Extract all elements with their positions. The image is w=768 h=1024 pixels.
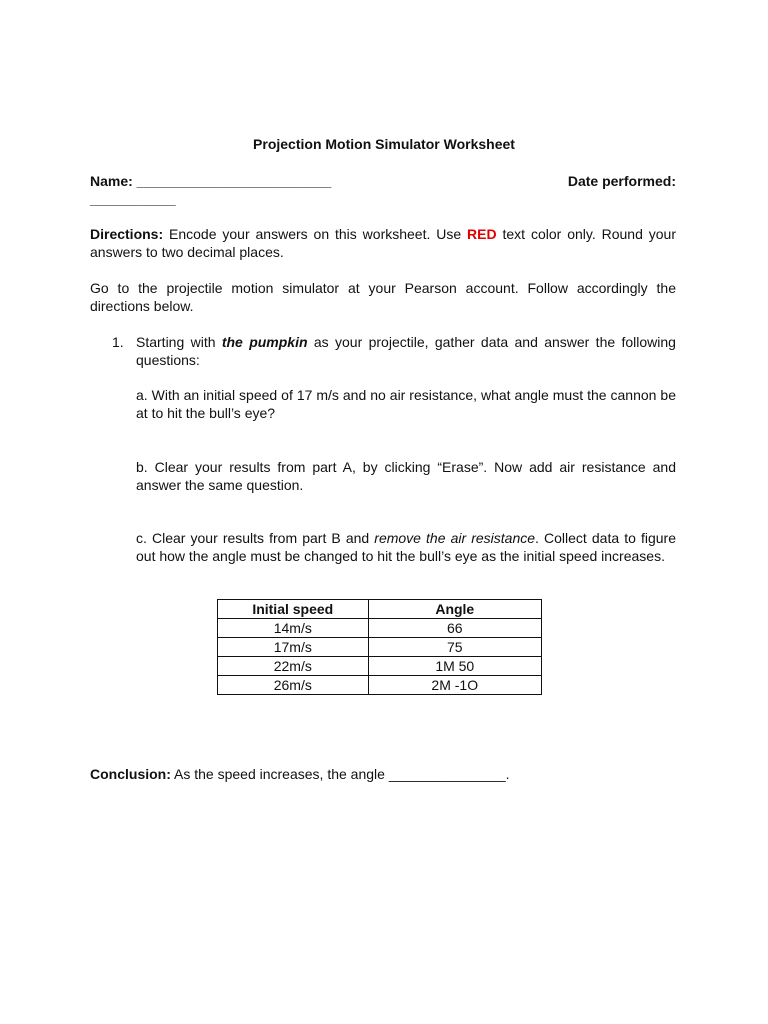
speed-cell: 22m/s (218, 657, 369, 676)
speed-cell: 26m/s (218, 676, 369, 695)
conclusion-label: Conclusion: (90, 766, 171, 782)
name-field-label: Name: _________________________ (90, 173, 332, 189)
directions-label: Directions: (90, 226, 164, 242)
question-1-before: Starting with (136, 334, 222, 350)
date-field-blank: ___________ (90, 191, 176, 207)
question-1-after: as your projectile, gather data and answer the following questions: (136, 334, 676, 368)
part-a-text: a. With an initial speed of 17 m/s and no air resistance, what angle must the cannon be at to hit the bull’s eye? (136, 387, 676, 421)
directions-text-before: Encode your answers on this worksheet. Use (163, 226, 468, 242)
directions-red-word: RED (467, 226, 497, 242)
angle-cell: 66 (368, 619, 541, 638)
page-title: Projection Motion Simulator Worksheet (253, 136, 515, 152)
table-row (218, 676, 542, 695)
table-row (218, 619, 542, 638)
table-header-row (218, 600, 542, 619)
speed-angle-table (217, 599, 542, 695)
header-initial-speed: Initial speed (218, 600, 369, 619)
header-angle: Angle (368, 600, 541, 619)
table-row (218, 657, 542, 676)
question-1-number: 1. (112, 334, 124, 350)
directions-paragraph (90, 225, 676, 261)
part-c-before: c. Clear your results from part B and (136, 530, 375, 546)
angle-cell: 75 (368, 638, 541, 657)
part-c-text (136, 529, 676, 565)
goto-paragraph: Go to the projectile motion simulator at your Pearson account. Follow accordingly the directions below. (90, 280, 676, 314)
part-c-italic: remove the air resistance (374, 530, 536, 546)
speed-cell: 17m/s (218, 638, 369, 657)
date-field-label: Date performed: (567, 173, 676, 189)
conclusion-paragraph (90, 765, 676, 783)
question-1-emphasis: the pumpkin (221, 334, 308, 350)
conclusion-text: As the speed increases, the angle _______________. (170, 766, 510, 782)
table-row (218, 638, 542, 657)
question-1-text (136, 333, 676, 369)
angle-cell: 2M -1O (368, 676, 541, 695)
speed-cell: 14m/s (218, 619, 369, 638)
part-b-text: b. Clear your results from part A, by clicking “Erase”. Now add air resistance and answer the same question. (136, 459, 676, 493)
angle-cell: 1M 50 (368, 657, 541, 676)
part-c-after: . Collect data to figure out how the angle must be changed to hit the bull’s eye as the initial speed increases. (136, 530, 676, 564)
directions-text-after: text color only. Round your answers to two decimal places. (90, 226, 676, 260)
